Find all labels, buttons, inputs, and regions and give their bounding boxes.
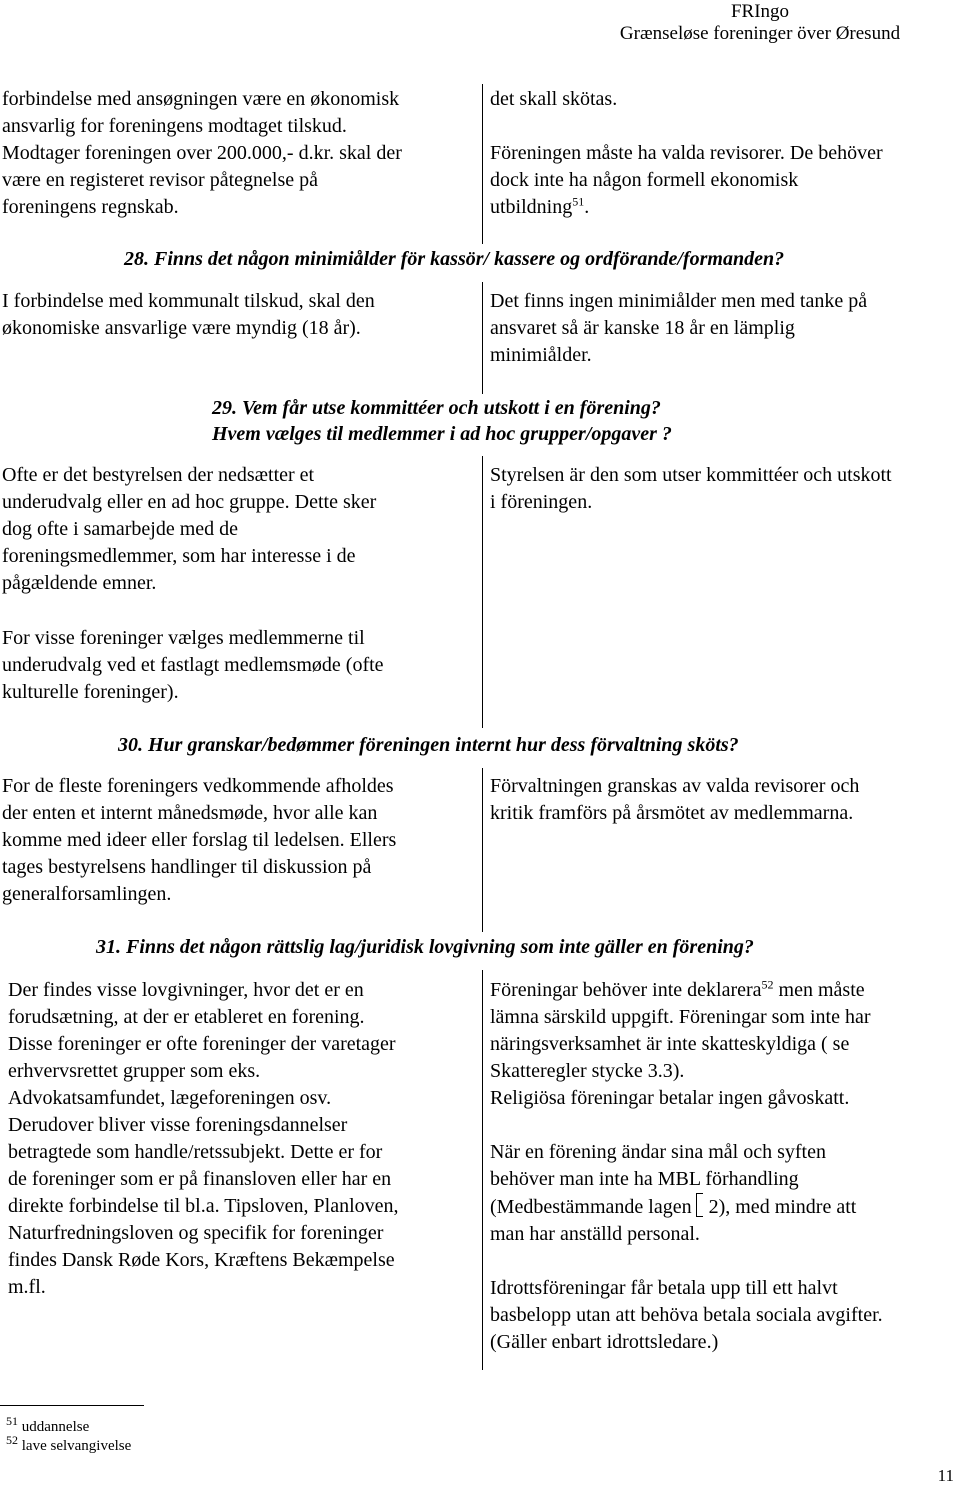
text-line: i föreningen. <box>490 491 593 513</box>
text-line: forudsætning, at der er etableret en forening. <box>8 1006 365 1028</box>
text-line: Modtager foreningen over 200.000,- d.kr. skal der <box>2 142 402 164</box>
text-line: pågældende emner. <box>2 572 157 594</box>
text-line: der enten et internt månedsmøde, hvor alle kan <box>2 802 378 824</box>
question-29-heading-line2: Hvem vælges til medlemmer i ad hoc grupper/opgaver ? <box>212 423 672 445</box>
text-line: For visse foreninger vælges medlemmerne til <box>2 627 365 649</box>
text-line: være en registeret revisor påtegnelse på <box>2 169 318 191</box>
top-left-text <box>2 86 402 221</box>
top-right-text <box>490 86 883 221</box>
text-line: Disse foreninger er ofte foreninger der varetager <box>8 1033 396 1055</box>
text-line: ansvaret så är kanske 18 år en lämplig <box>490 317 795 339</box>
text-line: kritik framförs på årsmötet av medlemmarna. <box>490 802 854 824</box>
text-line: näringsverksamhet är inte skatteskyldiga ( se <box>490 1033 850 1055</box>
text-line: minimiålder. <box>490 344 592 366</box>
text-line: findes Dansk Røde Kors, Kræftens Bekæmpelse <box>8 1249 395 1271</box>
text-run: (Medbestämmande lagen <box>490 1196 692 1218</box>
text-line: Advokatsamfundet, lægeforeningen osv. <box>8 1087 332 1109</box>
question-30-heading: 30. Hur granskar/bedømmer föreningen internt hur dess förvaltning sköts? <box>118 734 739 756</box>
text-line: Religiösa föreningar betalar ingen gåvoskatt. <box>490 1087 850 1109</box>
text-line: direkte forbindelse til bl.a. Tipsloven, Planloven, <box>8 1195 399 1217</box>
text-line: (Gäller enbart idrottsledare.) <box>490 1331 719 1353</box>
paragraph-bracket-icon <box>696 1193 703 1217</box>
footnote-ref: 52 <box>761 977 774 992</box>
column-divider-q28 <box>482 282 483 394</box>
text-line: det skall skötas. <box>490 88 618 110</box>
text-line <box>490 1193 856 1221</box>
text-line: När en förening ändar sina mål och syften <box>490 1141 826 1163</box>
text-line: m.fl. <box>8 1276 46 1298</box>
q31-right-text-3 <box>490 1275 883 1356</box>
text-line: Naturfredningsloven og specifik for foreninger <box>8 1222 384 1244</box>
q30-right-text <box>490 773 859 827</box>
page-header-title: FRIngo <box>730 1 790 22</box>
text-line: foreningsmedlemmer, som har interesse i de <box>2 545 356 567</box>
text-run: 2), med mindre att <box>708 1196 857 1218</box>
text-line <box>490 194 883 221</box>
q31-left-text <box>8 977 399 1301</box>
text-line: komme med ideer eller forslag til ledelsen. Ellers <box>2 829 397 851</box>
q29-left-text-2 <box>2 625 384 706</box>
text-run: men måste <box>773 979 865 1001</box>
text-line: man har anställd personal. <box>490 1223 700 1245</box>
column-divider-q30 <box>482 768 483 932</box>
page-header-subtitle: Grænseløse foreninger över Øresund <box>619 23 901 44</box>
column-divider-q31 <box>482 970 483 1370</box>
text-line: tages bestyrelsens handlinger til diskussion på <box>2 856 372 878</box>
footnote-51 <box>6 1414 90 1436</box>
text-line: Föreningen måste ha valda revisorer. De behöver <box>490 142 883 164</box>
q29-left-text <box>2 462 376 597</box>
text-line: økonomiske ansvarlige være myndig (18 år). <box>2 317 361 339</box>
text-line: forbindelse med ansøgningen være en økonomisk <box>2 88 400 110</box>
text-line: For de fleste foreningers vedkommende afholdes <box>2 775 394 797</box>
q28-right-text <box>490 288 867 369</box>
text-line <box>490 113 883 140</box>
q31-right-text-2 <box>490 1139 856 1248</box>
footnote-52 <box>6 1433 132 1455</box>
q31-right-text <box>490 977 870 1112</box>
text-line: behöver man inte ha MBL förhandling <box>490 1168 799 1190</box>
footnote-number: 52 <box>6 1433 18 1447</box>
text-line: ansvarlig for foreningens modtaget tilskud. <box>2 115 347 137</box>
footnote-separator <box>0 1405 144 1406</box>
text-line: underudvalg ved et fastlagt medlemsmøde (ofte <box>2 654 384 676</box>
q30-left-text <box>2 773 396 908</box>
text-line: lämna särskild uppgift. Föreningar som inte har <box>490 1006 871 1028</box>
text-line: erhvervsrettet grupper som eks. <box>8 1060 261 1082</box>
footnote-ref: 51 <box>572 194 585 209</box>
text-line: I forbindelse med kommunalt tilskud, skal den <box>2 290 375 312</box>
text-line: Skatteregler stycke 3.3). <box>490 1060 685 1082</box>
text-line: de foreninger som er på finansloven eller har en <box>8 1168 392 1190</box>
text-line: underudvalg eller en ad hoc gruppe. Dette sker <box>2 491 377 513</box>
page-number: 11 <box>937 1466 954 1485</box>
text-line: Ofte er det bestyrelsen der nedsætter et <box>2 464 315 486</box>
text-line: kulturelle foreninger). <box>2 681 179 703</box>
text-line: dog ofte i samarbejde med de <box>2 518 239 540</box>
text-line: Styrelsen är den som utser kommittéer och utskott <box>490 464 892 486</box>
text-line: Derudover bliver visse foreningsdannelser <box>8 1114 348 1136</box>
question-29-heading-line1: 29. Vem får utse kommittéer och utskott i en förening? <box>212 397 661 419</box>
text-line: basbelopp utan att behöva betala sociala avgifter. <box>490 1304 883 1326</box>
text-line: Idrottsföreningar får betala upp till ett halvt <box>490 1277 838 1299</box>
question-28-heading: 28. Finns det någon minimiålder för kassör/ kassere og ordförande/formanden? <box>124 248 785 270</box>
q29-right-text <box>490 462 892 516</box>
question-31-heading: 31. Finns det någon rättslig lag/juridisk lovgivning som inte gäller en förening? <box>96 936 754 958</box>
q28-left-text <box>2 288 375 342</box>
text-line: betragtede som handle/retssubjekt. Dette er for <box>8 1141 383 1163</box>
text-run: utbildning <box>490 196 573 218</box>
text-run: . <box>584 196 590 218</box>
text-line: foreningens regnskab. <box>2 196 179 218</box>
text-run: Föreningar behöver inte deklarera <box>490 979 762 1001</box>
text-line: Der findes visse lovgivninger, hvor det er en <box>8 979 364 1001</box>
text-line: dock inte ha någon formell ekonomisk <box>490 169 799 191</box>
column-divider-top <box>482 84 483 244</box>
text-line: generalforsamlingen. <box>2 883 172 905</box>
column-divider-q29 <box>482 456 483 728</box>
footnote-number: 51 <box>6 1414 18 1428</box>
text-line: Det finns ingen minimiålder men med tanke på <box>490 290 868 312</box>
text-line <box>490 977 870 1004</box>
text-line: Förvaltningen granskas av valda revisorer och <box>490 775 860 797</box>
footnote-text: uddannelse <box>21 1419 90 1435</box>
footnote-text: lave selvangivelse <box>21 1438 132 1454</box>
